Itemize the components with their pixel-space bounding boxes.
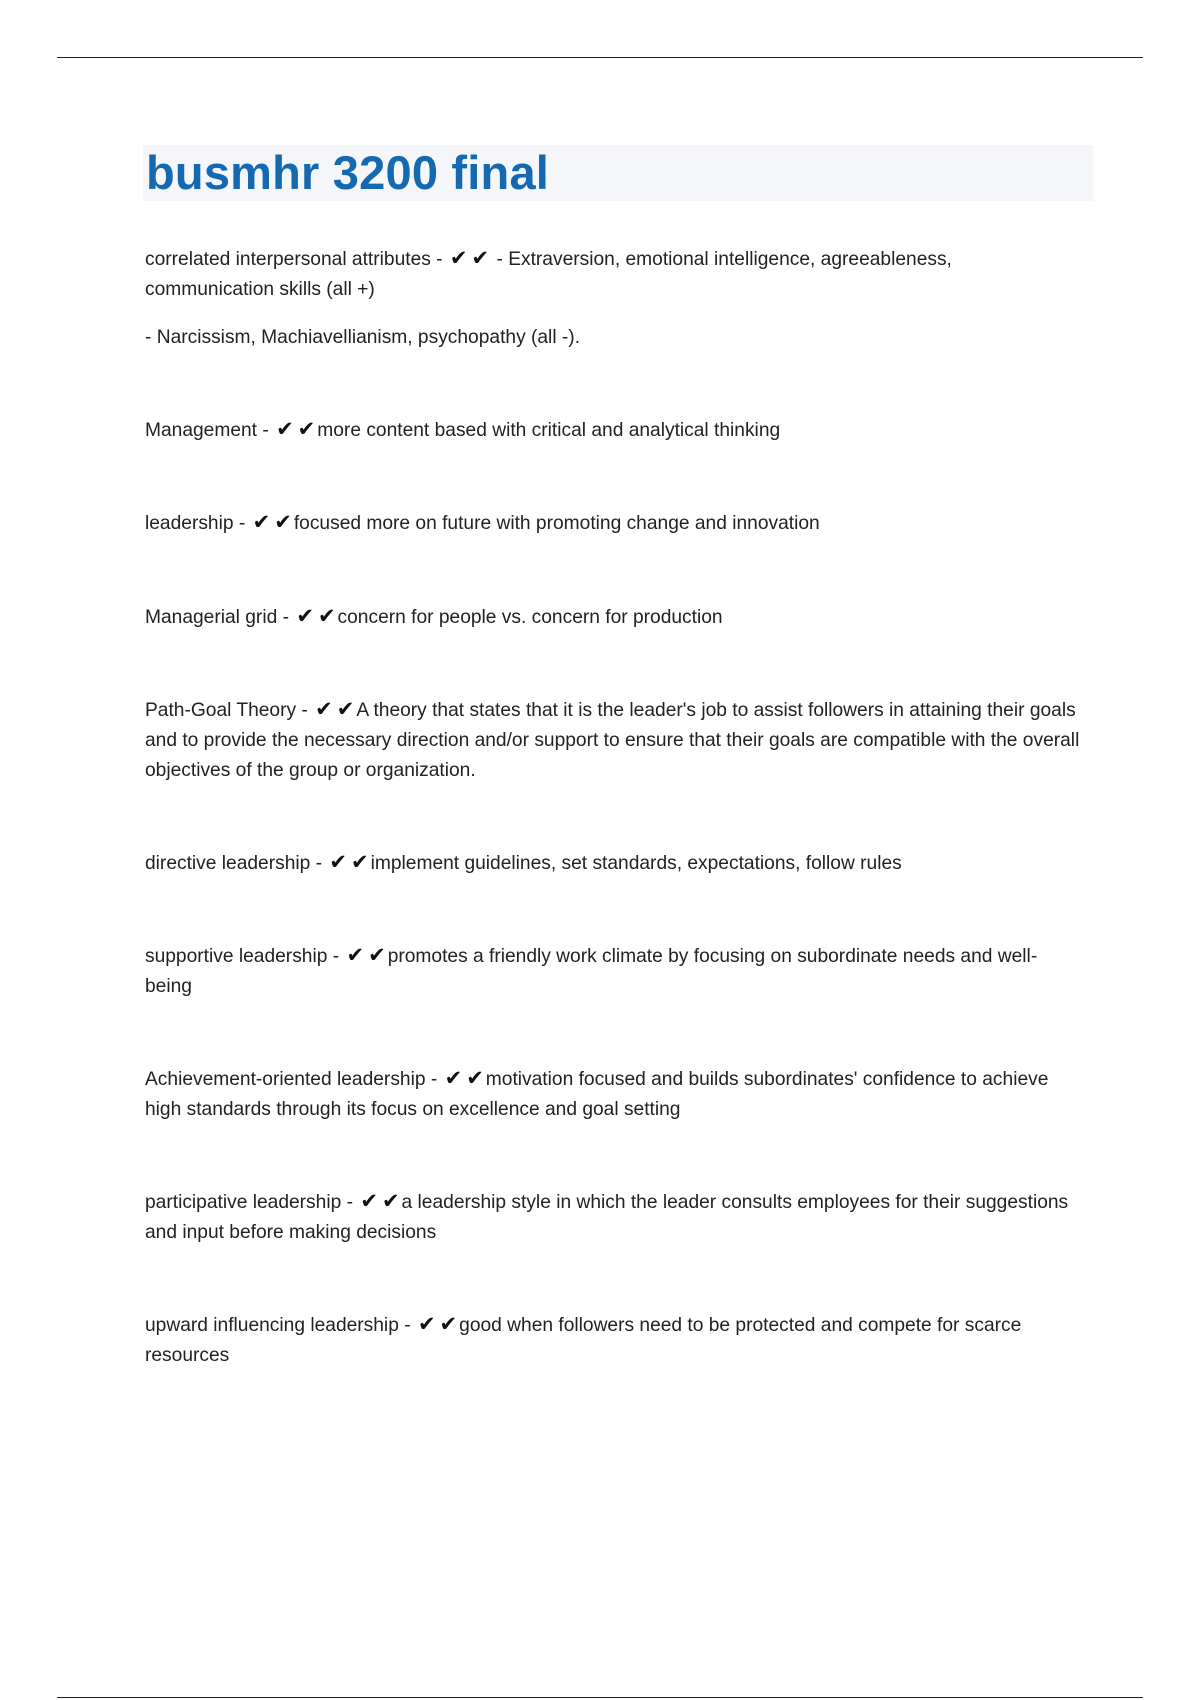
entry-separator: - — [277, 607, 295, 628]
entry-separator: - — [341, 1192, 359, 1213]
entry-term: participative leadership — [145, 1192, 342, 1213]
entry-leadership — [145, 509, 1080, 539]
entry-separator: - — [257, 420, 275, 441]
entry-term: Management — [145, 420, 257, 441]
check-icon: ✔ — [346, 943, 365, 967]
entry-definition: implement guidelines, set standards, expectations, follow rules — [370, 853, 902, 874]
entry-upward-influencing-leadership — [145, 1311, 1080, 1371]
check-icon: ✔ — [360, 1189, 378, 1213]
check-icon: ✔ — [336, 697, 355, 721]
entry-definition: motivation focused and builds subordinates' confidence to achieve high standards through its focus on excellence and goal setting — [145, 1069, 1049, 1120]
entry-participative-leadership — [145, 1188, 1080, 1248]
check-icon: ✔ — [276, 417, 294, 441]
check-icon: ✔ — [449, 246, 468, 270]
entry-achievement-oriented-leadership — [145, 1065, 1080, 1125]
entry-separator: - — [398, 1315, 416, 1336]
check-icon: ✔ — [466, 1066, 484, 1090]
bottom-rule — [57, 1697, 1143, 1698]
entry-separator: - — [430, 249, 448, 270]
entry-separator: - — [327, 946, 345, 967]
entry-definition: - Extraversion, emotional intelligence, agreeableness, communication skills (all +) — [145, 249, 952, 300]
check-icon: ✔ — [417, 1312, 436, 1336]
entry-definition: concern for people vs. concern for production — [337, 607, 723, 628]
check-icon: ✔ — [297, 417, 316, 441]
entry-term: Path-Goal Theory — [145, 700, 297, 721]
entry-management — [145, 416, 1080, 446]
check-icon: ✔ — [317, 604, 336, 628]
entry-separator: - — [233, 513, 251, 534]
entry-continuation: - Narcissism, Machiavellianism, psychopathy (all -). — [145, 327, 581, 348]
entry-managerial-grid — [145, 603, 1080, 633]
top-rule — [57, 57, 1143, 58]
check-icon: ✔ — [368, 943, 386, 967]
check-icon: ✔ — [381, 1189, 400, 1213]
entry-separator: - — [296, 700, 314, 721]
entry-definition: a leadership style in which the leader consults employees for their suggestions and input before making decisions — [145, 1192, 1069, 1243]
entry-correlated-interpersonal-attributes — [145, 245, 1080, 305]
entry-term: supportive leadership — [145, 946, 328, 967]
check-icon: ✔ — [274, 510, 292, 534]
check-icon: ✔ — [439, 1312, 458, 1336]
check-icon: ✔ — [444, 1066, 463, 1090]
entry-term: correlated interpersonal attributes — [145, 249, 431, 270]
entry-term: upward influencing leadership — [145, 1315, 399, 1336]
entry-term: directive leadership — [145, 853, 311, 874]
entry-separator: - — [310, 853, 328, 874]
entry-term: leadership — [145, 513, 234, 534]
check-icon: ✔ — [329, 850, 347, 874]
entry-definition: A theory that states that it is the leader's job to assist followers in attaining their goals and to provide the necessary direction and/or support to ensure that their goals are compatible with the overall objectives of the group or organization. — [145, 700, 1080, 781]
check-icon: ✔ — [315, 697, 333, 721]
entry-definition: more content based with critical and analytical thinking — [317, 420, 781, 441]
entry-directive-leadership — [145, 849, 1080, 879]
entry-term: Achievement-oriented leadership — [145, 1069, 426, 1090]
check-icon: ✔ — [351, 850, 369, 874]
entry-path-goal-theory — [145, 696, 1080, 786]
entry-definition: good when followers need to be protected and compete for scarce resources — [145, 1315, 1022, 1366]
document-title: busmhr 3200 final — [146, 146, 550, 199]
entry-supportive-leadership — [145, 942, 1080, 1002]
entry-separator: - — [425, 1069, 443, 1090]
entry-term: Managerial grid — [145, 607, 278, 628]
check-icon: ✔ — [252, 510, 271, 534]
entry-definition: focused more on future with promoting change and innovation — [293, 513, 820, 534]
entry-definition: promotes a friendly work climate by focusing on subordinate needs and well-being — [145, 946, 1038, 997]
check-icon: ✔ — [296, 604, 314, 628]
check-icon: ✔ — [471, 246, 490, 270]
